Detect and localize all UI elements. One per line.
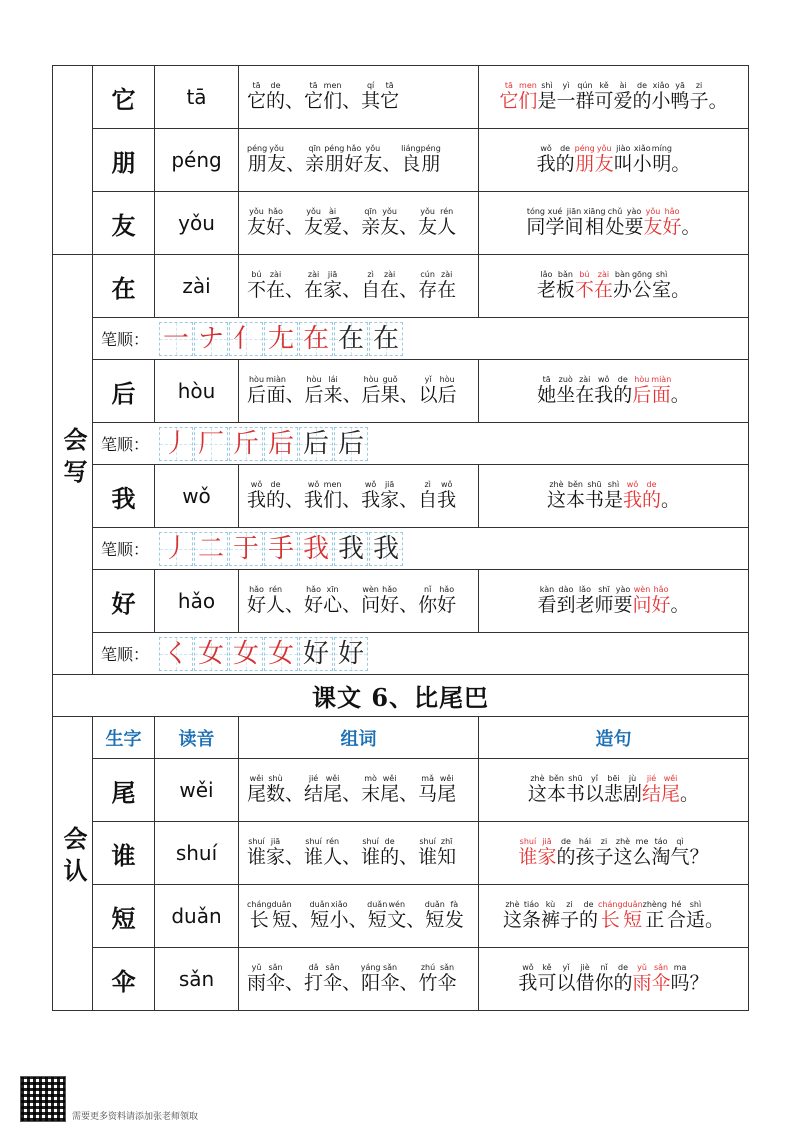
words-cell: 我wǒ的de、我wǒ们men、我wǒ家jiā、自zì我wǒ xyxy=(239,465,479,528)
char-cell: 它 xyxy=(93,66,155,129)
lesson-title: 课文 6、比尾巴 xyxy=(53,675,749,717)
char-cell: 我 xyxy=(93,465,155,528)
read-row xyxy=(53,948,749,1011)
char-cell: 短 xyxy=(93,885,155,948)
stroke-order-cell: 笔顺： 丿 二 于 手 我 我 我 xyxy=(93,528,749,570)
pinyin-cell: tā xyxy=(155,66,239,129)
words-cell: 它tā的de、它tā们men、其qí它tā xyxy=(239,66,479,129)
header-pinyin: 读音 xyxy=(155,717,239,759)
stroke-box: 女 xyxy=(229,637,263,671)
write-row xyxy=(53,66,749,129)
pinyin-cell: zài xyxy=(155,255,239,318)
sentence-cell: 它tā们men是shì一yì群qún可kě爱ài的de小xiǎo鸭yā子zi。 xyxy=(479,66,749,129)
stroke-row xyxy=(53,633,749,675)
stroke-box: 女 xyxy=(194,637,228,671)
char-cell: 伞 xyxy=(93,948,155,1011)
sentence-cell: 我wǒ可kě以yǐ借jiè你nǐ的de雨yǔ伞sǎn吗ma？ xyxy=(479,948,749,1011)
footer xyxy=(20,1076,198,1122)
header-words: 组词 xyxy=(239,717,479,759)
qr-code-icon xyxy=(20,1076,66,1122)
stroke-order-cell: 笔顺： く 女 女 女 好 好 xyxy=(93,633,749,675)
stroke-box: 一 xyxy=(159,322,193,356)
stroke-order-cell: 笔顺： 丿 厂 斤 后 后 后 xyxy=(93,423,749,465)
char-cell: 尾 xyxy=(93,759,155,822)
write-row xyxy=(53,192,749,255)
read-row xyxy=(53,822,749,885)
read-row xyxy=(53,885,749,948)
sentence-cell: 她tā坐zuò在zài我wǒ的de后hòu面miàn。 xyxy=(479,360,749,423)
char-cell: 友 xyxy=(93,192,155,255)
words-cell: 长cháng短duǎn、短duǎn小xiǎo、短duǎn文wén、短duǎn发fà xyxy=(239,885,479,948)
write-row xyxy=(53,465,749,528)
pinyin-cell: yǒu xyxy=(155,192,239,255)
char-cell: 朋 xyxy=(93,129,155,192)
stroke-box: 好 xyxy=(334,637,368,671)
stroke-box: 亻 xyxy=(229,322,263,356)
stroke-box: 好 xyxy=(299,637,333,671)
header-char: 生字 xyxy=(93,717,155,759)
section-label-read: 会认 xyxy=(53,717,93,1011)
stroke-box: 丿 xyxy=(159,427,193,461)
words-cell: 谁shuí家jiā、谁shuí人rén、谁shuí的de、谁shuí知zhī xyxy=(239,822,479,885)
stroke-box: 后 xyxy=(334,427,368,461)
write-row xyxy=(53,129,749,192)
stroke-box: 于 xyxy=(229,532,263,566)
words-cell: 尾wěi数shù、结jié尾wěi、末mò尾wěi、马mǎ尾wěi xyxy=(239,759,479,822)
stroke-box: 斤 xyxy=(229,427,263,461)
stroke-box: 后 xyxy=(264,427,298,461)
sentence-cell: 这zhè条tiáo裤kù子zi的de长cháng短duǎn正zhèng合hé适shì。 xyxy=(479,885,749,948)
stroke-row xyxy=(53,528,749,570)
pinyin-cell: hǎo xyxy=(155,570,239,633)
words-cell: 好hǎo人rén、好hǎo心xīn、问wèn好hǎo、你nǐ好hǎo xyxy=(239,570,479,633)
sentence-cell: 我wǒ的de朋péng友yǒu叫jiào小xiǎo明míng。 xyxy=(479,129,749,192)
write-row xyxy=(53,360,749,423)
stroke-box: 丿 xyxy=(159,532,193,566)
stroke-box: 我 xyxy=(299,532,333,566)
pinyin-cell: wǒ xyxy=(155,465,239,528)
pinyin-cell: duǎn xyxy=(155,885,239,948)
words-cell: 朋péng友yǒu、亲qīn朋péng好hǎo友yǒu、良liáng朋péng xyxy=(239,129,479,192)
stroke-box: 二 xyxy=(194,532,228,566)
stroke-box: 女 xyxy=(264,637,298,671)
write-row xyxy=(53,255,749,318)
section-blank xyxy=(53,66,93,255)
stroke-box: 厂 xyxy=(194,427,228,461)
section-label-write: 会写 xyxy=(53,255,93,675)
char-cell: 后 xyxy=(93,360,155,423)
sentence-cell: 谁shuí家jiā的de孩hái子zi这zhè么me淘táo气qì？ xyxy=(479,822,749,885)
read-row xyxy=(53,759,749,822)
pinyin-cell: sǎn xyxy=(155,948,239,1011)
char-cell: 好 xyxy=(93,570,155,633)
footer-text: 需要更多资料请添加张老师领取 xyxy=(72,1112,199,1122)
words-cell: 不bú在zài、在zài家jiā、自zì在zài、存cún在zài xyxy=(239,255,479,318)
write-row xyxy=(53,570,749,633)
stroke-box: 尢 xyxy=(264,322,298,356)
pinyin-cell: hòu xyxy=(155,360,239,423)
stroke-box: 手 xyxy=(264,532,298,566)
stroke-box: 我 xyxy=(334,532,368,566)
pinyin-cell: wěi xyxy=(155,759,239,822)
stroke-box: く xyxy=(159,637,193,671)
vocabulary-table xyxy=(52,65,749,1011)
stroke-row xyxy=(53,423,749,465)
sentence-cell: 这zhè本běn书shū是shì我wǒ的de。 xyxy=(479,465,749,528)
stroke-box: ナ xyxy=(194,322,228,356)
stroke-box: 在 xyxy=(299,322,333,356)
words-cell: 雨yǔ伞sǎn、打dǎ伞sǎn、阳yáng伞sǎn、竹zhú伞sǎn xyxy=(239,948,479,1011)
lesson-title-row xyxy=(53,675,749,717)
stroke-box: 在 xyxy=(334,322,368,356)
sentence-cell: 看kàn到dào老lǎo师shī要yào问wèn好hǎo。 xyxy=(479,570,749,633)
stroke-box: 我 xyxy=(369,532,403,566)
stroke-order-cell: 笔顺： 一 ナ 亻 尢 在 在 在 xyxy=(93,318,749,360)
header-sentence: 造句 xyxy=(479,717,749,759)
words-cell: 后hòu面miàn、后hòu来lái、后hòu果guǒ、以yǐ后hòu xyxy=(239,360,479,423)
sentence-cell: 同tóng学xué间jiān相xiāng处chǔ要yào友yǒu好hǎo。 xyxy=(479,192,749,255)
header-row xyxy=(53,717,749,759)
char-cell: 谁 xyxy=(93,822,155,885)
pinyin-cell: péng xyxy=(155,129,239,192)
sentence-cell: 这zhè本běn书shū以yǐ悲bēi剧jù结jié尾wěi。 xyxy=(479,759,749,822)
stroke-box: 后 xyxy=(299,427,333,461)
stroke-box: 在 xyxy=(369,322,403,356)
pinyin-cell: shuí xyxy=(155,822,239,885)
stroke-row xyxy=(53,318,749,360)
sentence-cell: 老lǎo板bǎn不bú在zài办bàn公gōng室shì。 xyxy=(479,255,749,318)
char-cell: 在 xyxy=(93,255,155,318)
words-cell: 友yǒu好hǎo、友yǒu爱ài、亲qīn友yǒu、友yǒu人rén xyxy=(239,192,479,255)
